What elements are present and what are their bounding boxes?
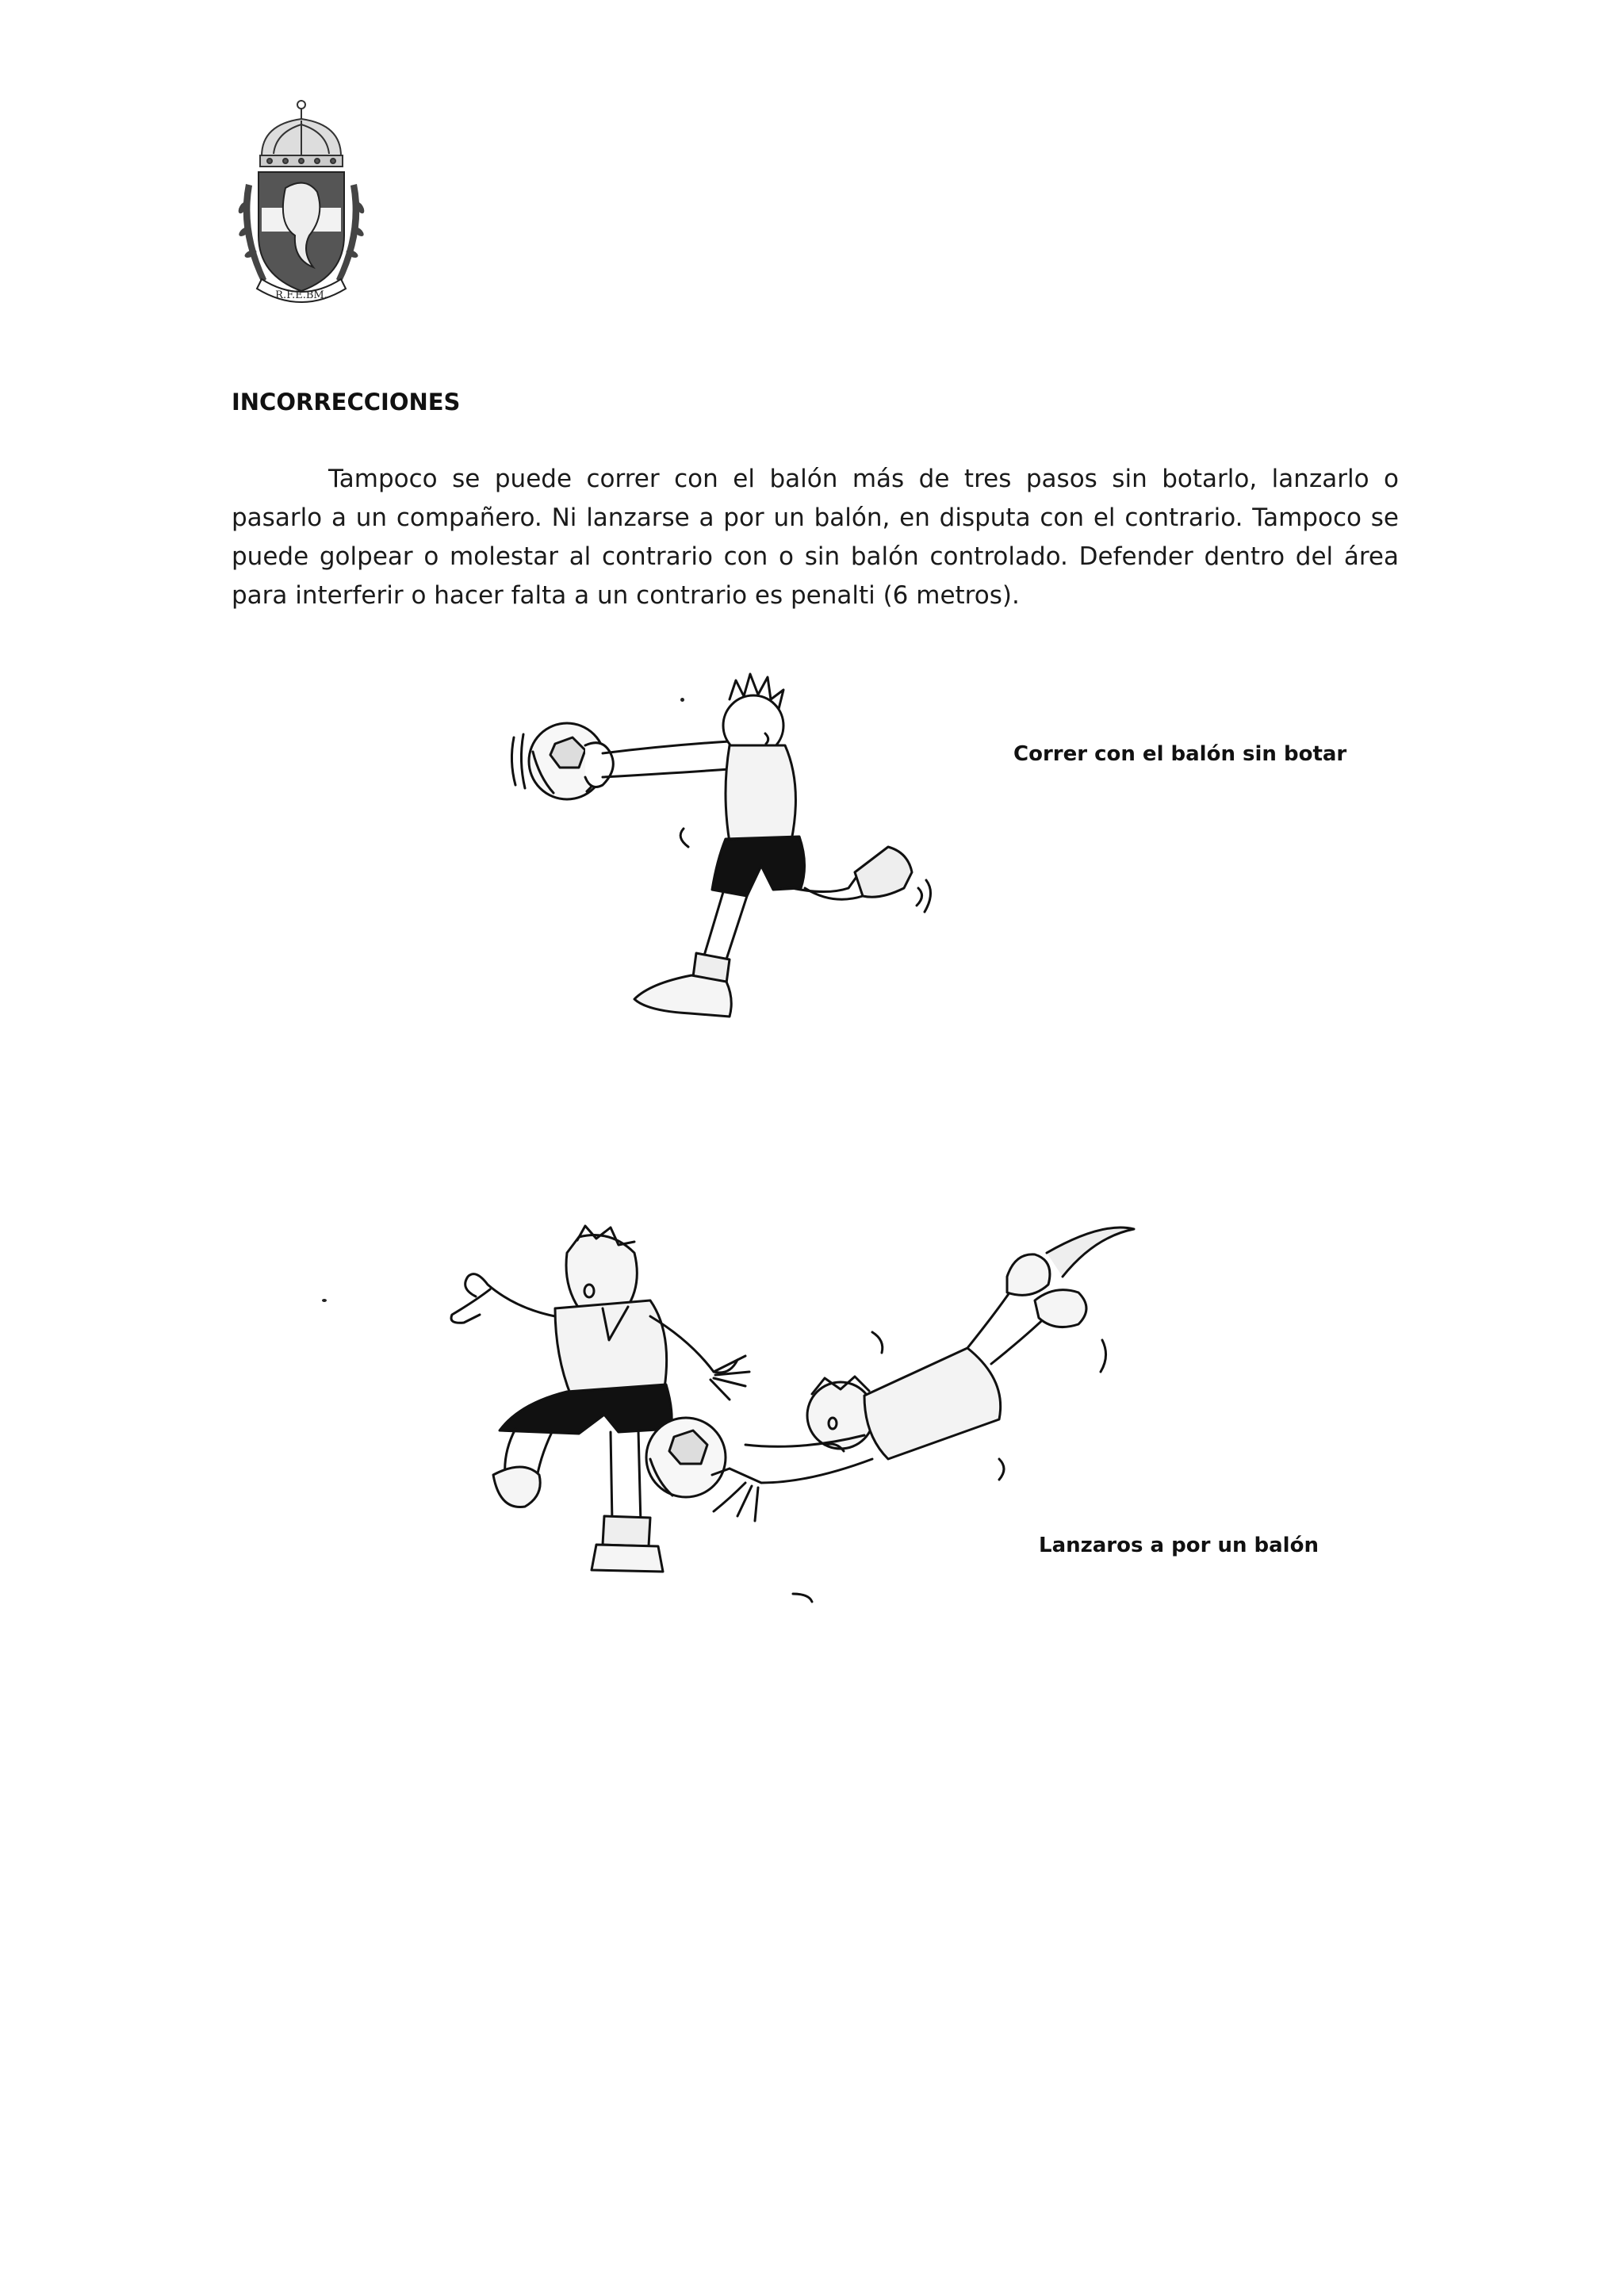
- section-paragraph: Tampoco se puede correr con el balón más de tres pasos sin botarlo, lanzarlo o pasarlo a un compañero. Ni lanzarse a por un balón, en disputa con el contrario. Tampoco se puede golpear o molestar al contrario con o sin balón controlado. Defender dentro del área para interferir o hacer falta a un contrario es penalti (6 metros).: [232, 465, 1399, 610]
- svg-text:R.F.E.BM.: R.F.E.BM.: [275, 289, 327, 301]
- ink-speck: [322, 1299, 327, 1302]
- figure-caption: Lanzaros a por un balón: [1039, 1534, 1319, 1557]
- figure-caption: Correr con el balón sin botar: [1013, 742, 1347, 766]
- player-diving-for-ball-illustration: [317, 1221, 1174, 1618]
- section-heading: INCORRECCIONES: [232, 389, 461, 416]
- federation-crest-icon: [230, 97, 373, 311]
- player-running-with-ball-illustration: [492, 658, 999, 1039]
- ink-speck: [680, 698, 684, 702]
